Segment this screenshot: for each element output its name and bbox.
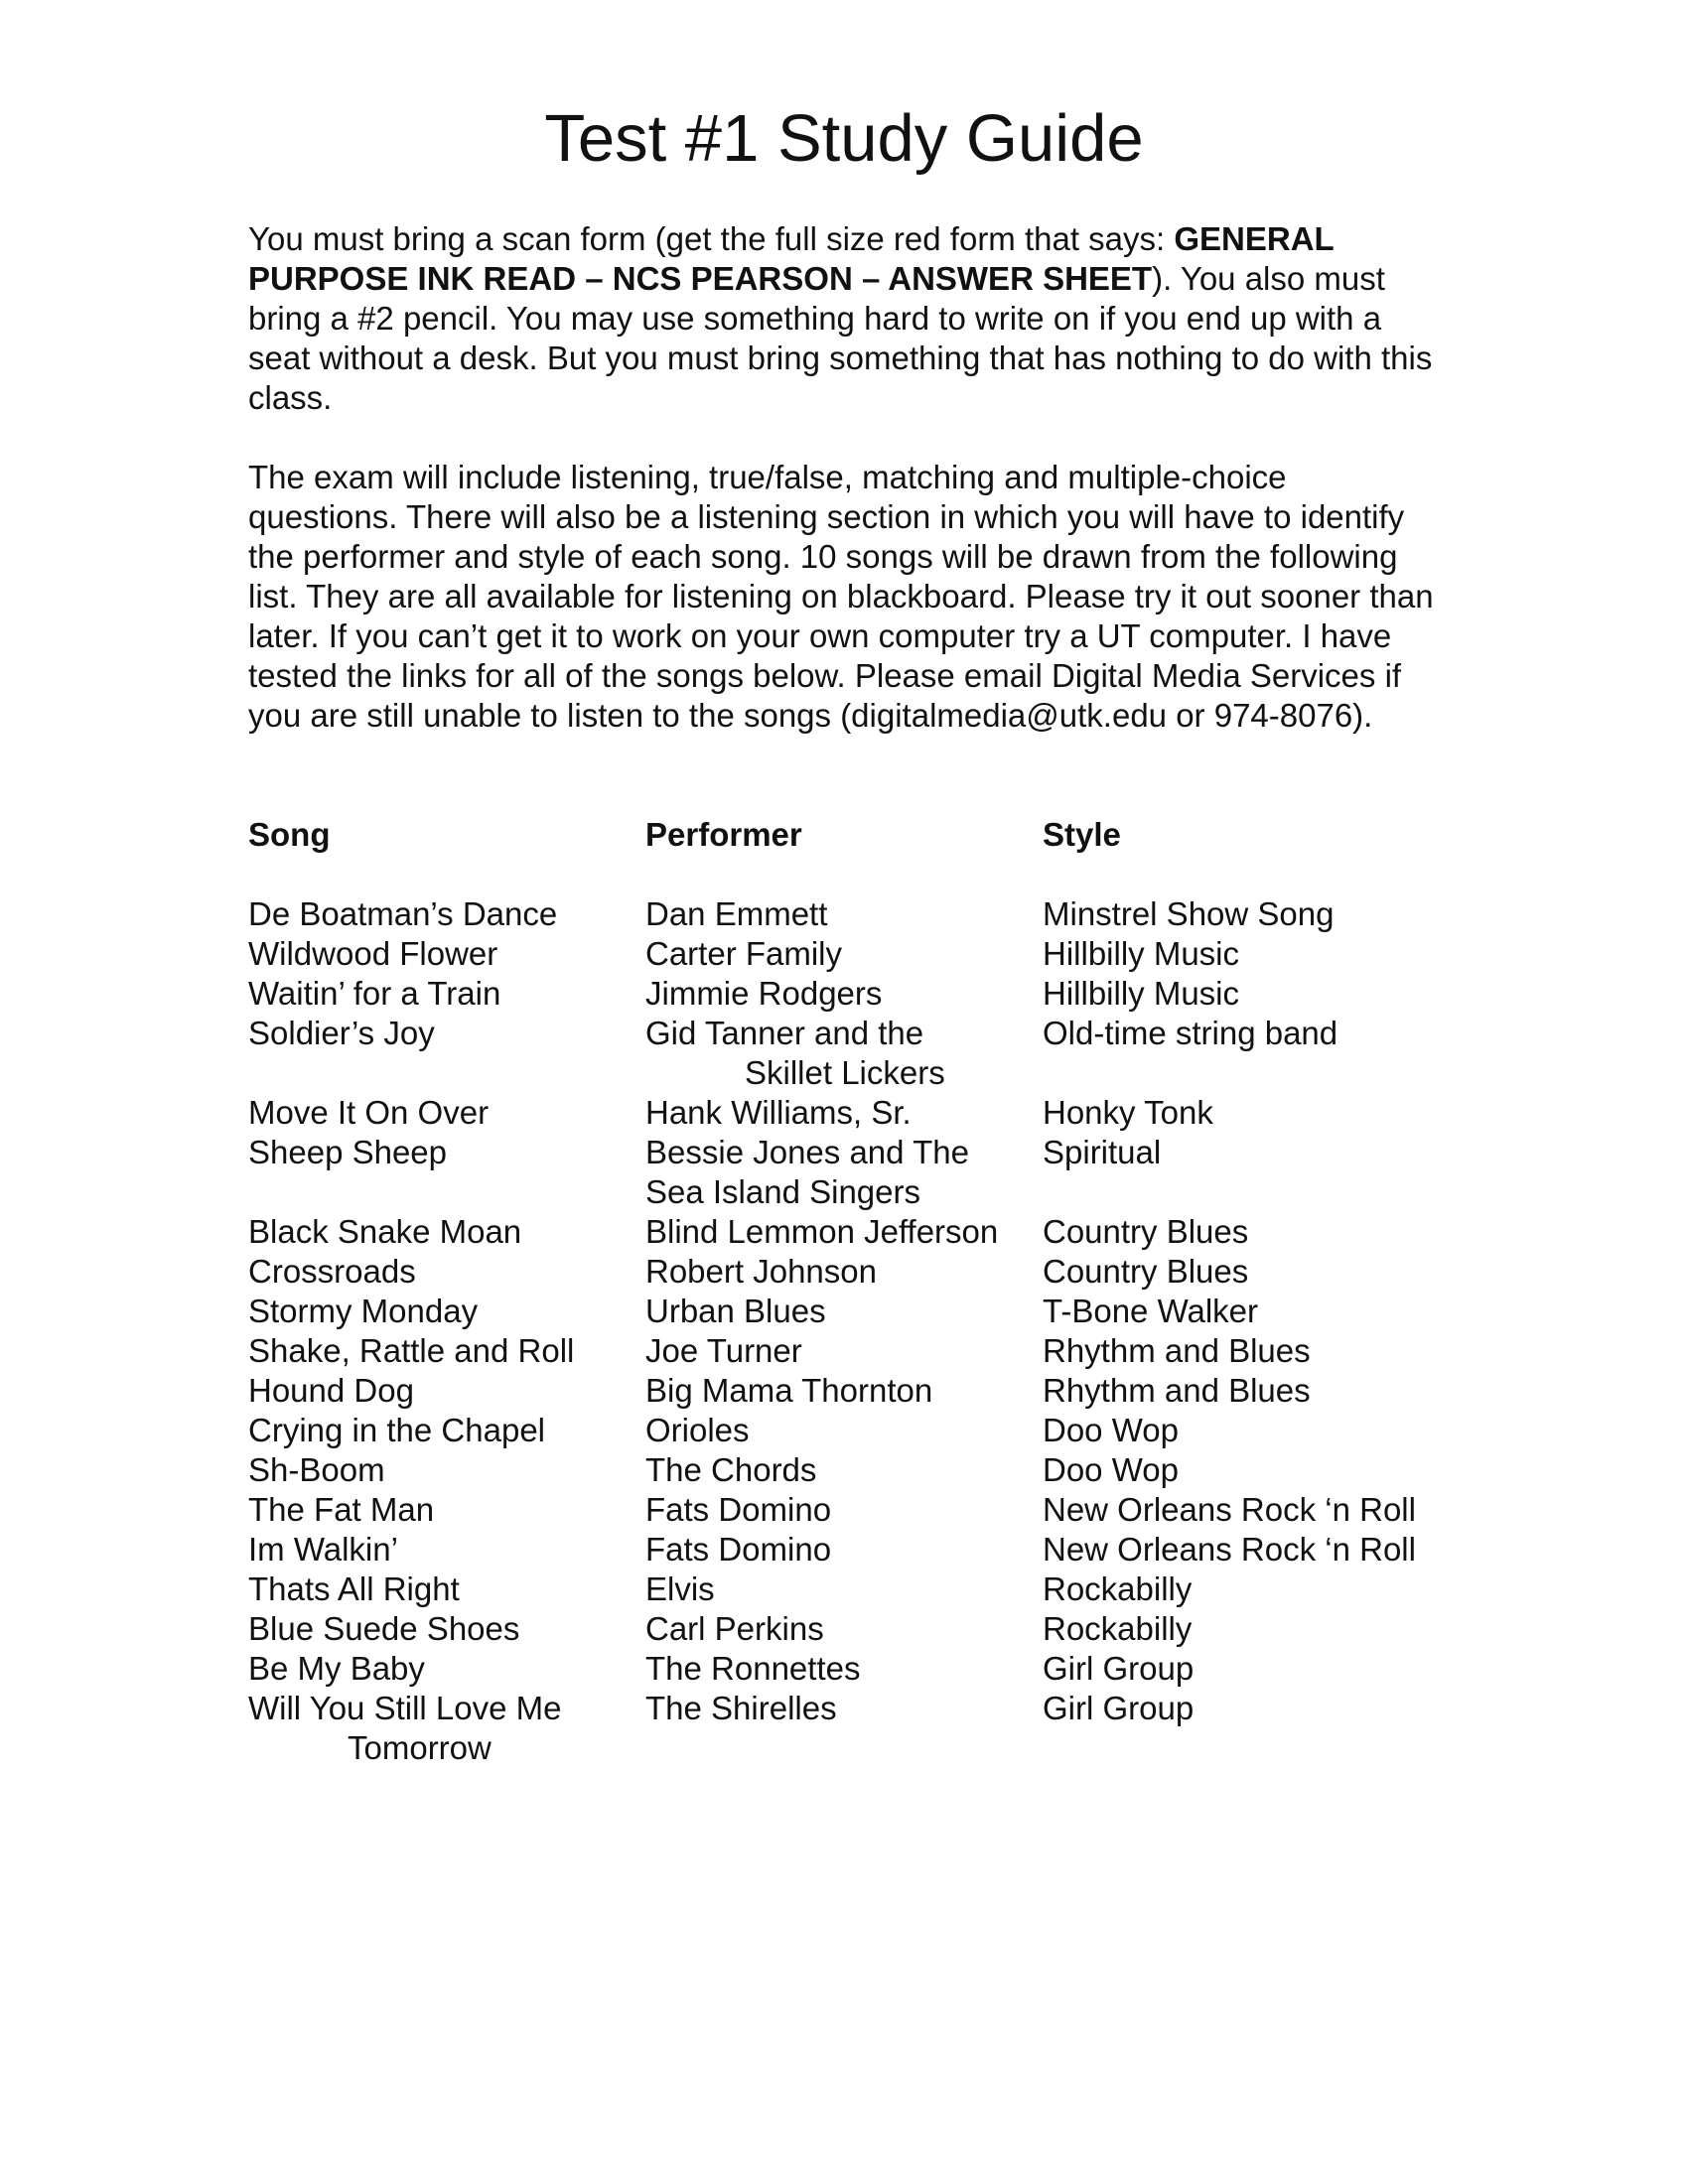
table-row bbox=[248, 1490, 1440, 1530]
performer-cell bbox=[645, 1450, 1043, 1490]
performer-name-continued: Skillet Lickers bbox=[745, 1054, 945, 1091]
performer-cell bbox=[645, 1411, 1043, 1450]
song-title: Im Walkin’ bbox=[248, 1531, 398, 1568]
song-cell bbox=[248, 1093, 645, 1133]
table-row bbox=[248, 1014, 1440, 1093]
song-title: Crying in the Chapel bbox=[248, 1412, 545, 1448]
intro-text-before: You must bring a scan form (get the full size red form that says: bbox=[248, 220, 1175, 257]
song-cell bbox=[248, 1649, 645, 1689]
intro-paragraph bbox=[248, 219, 1440, 418]
song-title: Move It On Over bbox=[248, 1094, 490, 1131]
table-row bbox=[248, 1371, 1440, 1411]
style-cell: Girl Group bbox=[1043, 1650, 1195, 1687]
song-cell bbox=[248, 934, 645, 974]
header-style: Style bbox=[1043, 816, 1121, 853]
performer-name: Elvis bbox=[645, 1570, 715, 1607]
song-title: De Boatman’s Dance bbox=[248, 895, 558, 932]
header-song: Song bbox=[248, 816, 331, 853]
style-cell: Doo Wop bbox=[1043, 1451, 1179, 1488]
performer-cell bbox=[645, 1649, 1043, 1689]
performer-cell bbox=[645, 1292, 1043, 1331]
performer-cell bbox=[645, 934, 1043, 974]
performer-name: Carter Family bbox=[645, 935, 843, 972]
table-row bbox=[248, 1292, 1440, 1331]
performer-name: Carl Perkins bbox=[645, 1610, 824, 1647]
performer-cell bbox=[645, 974, 1043, 1014]
style-cell: Rhythm and Blues bbox=[1043, 1372, 1311, 1409]
style-cell: Old-time string band bbox=[1043, 1015, 1338, 1051]
table-row bbox=[248, 1212, 1440, 1252]
style-cell: Minstrel Show Song bbox=[1043, 895, 1335, 932]
song-title: Wildwood Flower bbox=[248, 935, 498, 972]
style-cell: Honky Tonk bbox=[1043, 1094, 1213, 1131]
style-cell: T-Bone Walker bbox=[1043, 1293, 1259, 1329]
performer-name: The Chords bbox=[645, 1451, 817, 1488]
song-title: Stormy Monday bbox=[248, 1293, 479, 1329]
performer-name: The Ronnettes bbox=[645, 1650, 861, 1687]
song-cell bbox=[248, 1292, 645, 1331]
song-title: Thats All Right bbox=[248, 1570, 460, 1607]
style-cell: Rhythm and Blues bbox=[1043, 1332, 1311, 1369]
song-title: Be My Baby bbox=[248, 1650, 425, 1687]
performer-name-continued: Sea Island Singers bbox=[645, 1173, 921, 1210]
song-cell bbox=[248, 1252, 645, 1292]
table-row bbox=[248, 1689, 1440, 1768]
performer-name: Fats Domino bbox=[645, 1491, 832, 1528]
table-row bbox=[248, 1570, 1440, 1609]
table-body bbox=[248, 894, 1440, 1768]
table-row bbox=[248, 1530, 1440, 1570]
table-row bbox=[248, 1649, 1440, 1689]
performer-name: Joe Turner bbox=[645, 1332, 802, 1369]
song-title: Waitin’ for a Train bbox=[248, 975, 501, 1012]
song-title: Will You Still Love Me bbox=[248, 1690, 562, 1726]
intro-text-after: ). You also must bring a #2 pencil. You may use something hard to write on if you end up with a seat without a desk. But you must bring something that has nothing to do with this class. bbox=[248, 260, 1433, 416]
table-row bbox=[248, 1133, 1440, 1212]
song-title: Shake, Rattle and Roll bbox=[248, 1332, 575, 1369]
song-title: Black Snake Moan bbox=[248, 1213, 522, 1250]
table-row bbox=[248, 934, 1440, 974]
performer-name: Blind Lemmon Jefferson bbox=[645, 1213, 999, 1250]
song-title: The Fat Man bbox=[248, 1491, 435, 1528]
song-title: Hound Dog bbox=[248, 1372, 414, 1409]
performer-cell bbox=[645, 1530, 1043, 1570]
table-row bbox=[248, 1093, 1440, 1133]
performer-cell bbox=[645, 1014, 1043, 1093]
song-cell bbox=[248, 1212, 645, 1252]
performer-name: Jimmie Rodgers bbox=[645, 975, 883, 1012]
table-row bbox=[248, 1411, 1440, 1450]
song-cell bbox=[248, 1371, 645, 1411]
intro-form-name: GENERAL PURPOSE INK READ – NCS PEARSON – ANSWER SHEET bbox=[248, 220, 1335, 297]
performer-name: Robert Johnson bbox=[645, 1253, 877, 1290]
performer-name: Bessie Jones and The bbox=[645, 1134, 969, 1170]
performer-cell bbox=[645, 1490, 1043, 1530]
performer-cell bbox=[645, 1093, 1043, 1133]
table-row bbox=[248, 974, 1440, 1014]
table-row bbox=[248, 1252, 1440, 1292]
style-cell: Girl Group bbox=[1043, 1690, 1195, 1726]
song-cell bbox=[248, 1490, 645, 1530]
performer-name: Orioles bbox=[645, 1412, 750, 1448]
table-header bbox=[248, 815, 1440, 855]
song-cell bbox=[248, 1609, 645, 1649]
performer-name: Urban Blues bbox=[645, 1293, 826, 1329]
performer-name: The Shirelles bbox=[645, 1690, 837, 1726]
song-title: Crossroads bbox=[248, 1253, 416, 1290]
performer-cell bbox=[645, 1570, 1043, 1609]
exam-info-paragraph: The exam will include listening, true/false, matching and multiple-choice questions. There will also be a listening section in which you will have to identify the performer and style of each song. 10 songs will be drawn from the following list. They are all available for listening on blackboard. Please try it out sooner than later. If you can’t get it to work on your own computer try a UT computer. I have tested the links for all of the songs below. Please email Digital Media Services if you are still unable to listen to the songs (digitalmedia@utk.edu or 974-8076). bbox=[248, 459, 1434, 734]
style-cell: New Orleans Rock ‘n Roll bbox=[1043, 1531, 1416, 1568]
table-row bbox=[248, 1450, 1440, 1490]
performer-name: Gid Tanner and the bbox=[645, 1015, 924, 1051]
performer-cell bbox=[645, 1212, 1043, 1252]
style-cell: Country Blues bbox=[1043, 1213, 1249, 1250]
performer-name: Dan Emmett bbox=[645, 895, 828, 932]
performer-cell bbox=[645, 1331, 1043, 1371]
song-title: Soldier’s Joy bbox=[248, 1015, 435, 1051]
style-cell: Doo Wop bbox=[1043, 1412, 1179, 1448]
style-cell: Spiritual bbox=[1043, 1134, 1162, 1170]
performer-cell bbox=[645, 1133, 1043, 1212]
performer-cell bbox=[645, 894, 1043, 934]
song-cell bbox=[248, 1530, 645, 1570]
song-cell bbox=[248, 894, 645, 934]
song-title: Sheep Sheep bbox=[248, 1134, 448, 1170]
song-cell bbox=[248, 1133, 645, 1212]
song-title-continued: Tomorrow bbox=[348, 1729, 492, 1766]
table-row bbox=[248, 1609, 1440, 1649]
style-cell: Rockabilly bbox=[1043, 1570, 1193, 1607]
performer-cell bbox=[645, 1252, 1043, 1292]
table-row bbox=[248, 894, 1440, 934]
song-cell bbox=[248, 1570, 645, 1609]
style-cell: Hillbilly Music bbox=[1043, 975, 1240, 1012]
song-cell bbox=[248, 1689, 645, 1768]
song-cell bbox=[248, 974, 645, 1014]
performer-name: Big Mama Thornton bbox=[645, 1372, 933, 1409]
table-row bbox=[248, 1331, 1440, 1371]
song-cell bbox=[248, 1014, 645, 1093]
song-title: Blue Suede Shoes bbox=[248, 1610, 520, 1647]
style-cell: Country Blues bbox=[1043, 1253, 1249, 1290]
performer-cell bbox=[645, 1609, 1043, 1649]
song-cell bbox=[248, 1450, 645, 1490]
performer-name: Fats Domino bbox=[645, 1531, 832, 1568]
song-cell bbox=[248, 1411, 645, 1450]
song-table bbox=[248, 815, 1440, 1768]
song-cell bbox=[248, 1331, 645, 1371]
style-cell: New Orleans Rock ‘n Roll bbox=[1043, 1491, 1416, 1528]
header-performer: Performer bbox=[645, 816, 802, 853]
performer-name: Hank Williams, Sr. bbox=[645, 1094, 912, 1131]
style-cell: Rockabilly bbox=[1043, 1610, 1193, 1647]
performer-cell bbox=[645, 1689, 1043, 1768]
song-title: Sh-Boom bbox=[248, 1451, 385, 1488]
performer-cell bbox=[645, 1371, 1043, 1411]
style-cell: Hillbilly Music bbox=[1043, 935, 1240, 972]
page-title: Test #1 Study Guide bbox=[544, 101, 1144, 176]
